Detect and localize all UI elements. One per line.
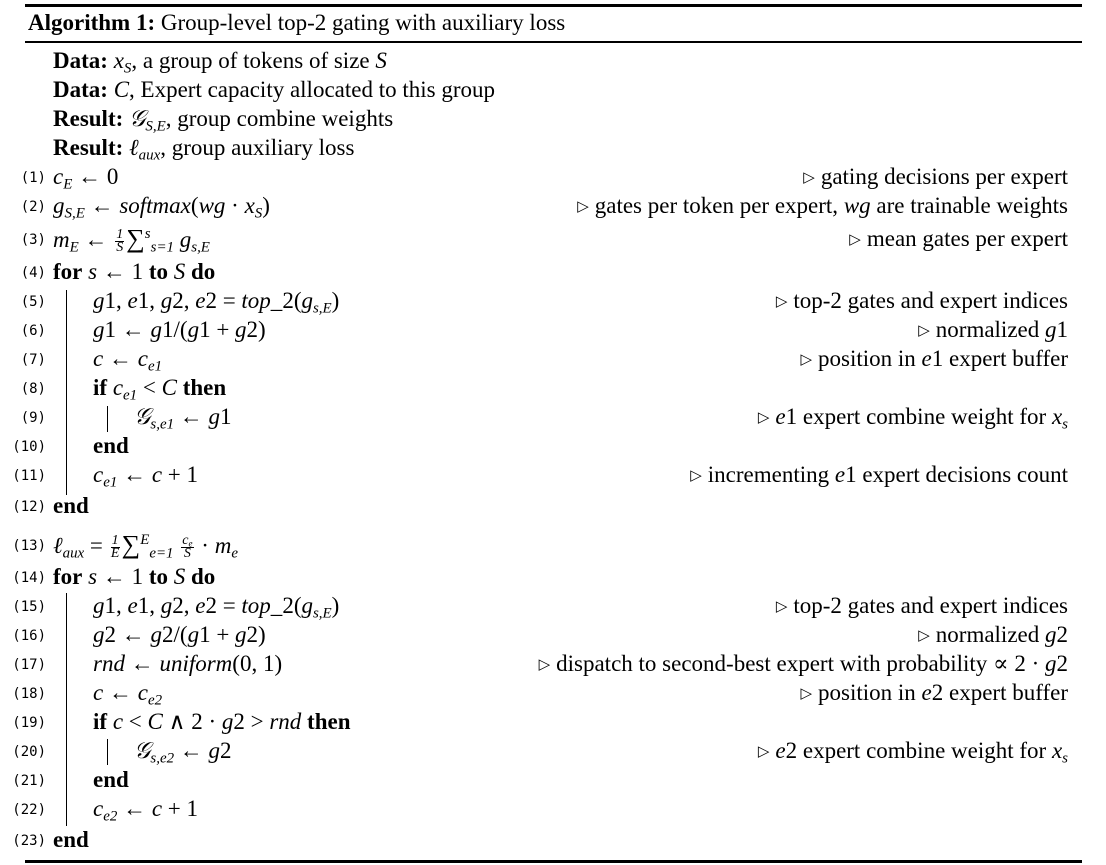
line-code: end — [93, 767, 129, 792]
io-kind: Result: — [53, 135, 124, 160]
io-kind: Data: — [53, 77, 108, 102]
line-comment: ▷ normalized g1 — [918, 317, 1068, 342]
line-number: (21) — [12, 773, 46, 789]
line-comment: ▷ e2 expert combine weight for $x_s$ — [757, 738, 1068, 767]
algorithm-line — [0, 794, 1070, 823]
line-comment: ▷ dispatch to second-best expert with probability ∝ 2 · g2 — [538, 651, 1068, 676]
line-number: (1) — [20, 170, 46, 186]
line-code: c ← $c_{e1}$ — [93, 346, 163, 375]
math-symbol: 𝒢$_{S,E}$ — [129, 106, 166, 135]
algorithm-line — [0, 491, 1070, 520]
algorithm-line — [0, 649, 1070, 678]
line-code: if $c_{e1} < C$ then — [93, 375, 227, 404]
io-desc: , group auxiliary loss — [160, 135, 355, 160]
algorithm-line — [0, 402, 1070, 431]
comment-triangle-icon: ▷ — [577, 199, 589, 215]
comment-triangle-icon: ▷ — [775, 599, 788, 615]
algorithm-line — [0, 224, 1070, 256]
bottom-rule — [25, 860, 1082, 863]
line-code: g2 ← g2/(g1 + g2) — [93, 622, 266, 647]
line-code: $c_{e1}$ ← c + 1 — [93, 462, 199, 491]
line-number: (17) — [12, 657, 46, 673]
io-desc: , group combine weights — [165, 106, 394, 131]
data-input-capacity — [53, 76, 495, 104]
algorithm-line — [0, 257, 1070, 286]
algorithm-line — [0, 620, 1070, 649]
line-code: g1, e1, g2, $e2 = top\_2(g_{s,E})$ — [93, 288, 340, 317]
line-number: (11) — [12, 468, 46, 484]
result-aux-loss — [53, 134, 354, 162]
algorithm-line — [0, 530, 1070, 562]
line-number: (8) — [20, 381, 46, 397]
data-input-xs — [53, 47, 387, 75]
line-code: for s ← 1 to S do — [53, 564, 216, 589]
line-number: (9) — [20, 410, 46, 426]
line-comment: ▷ gates per token per expert, wg are trainable weights — [577, 193, 1068, 218]
line-comment: ▷ top-2 gates and expert indices — [775, 593, 1068, 618]
comment-triangle-icon: ▷ — [849, 232, 861, 248]
comment-triangle-icon: ▷ — [538, 657, 551, 673]
top-rule — [25, 4, 1082, 7]
title-rule — [25, 41, 1082, 43]
line-code: c ← $c_{e2}$ — [93, 680, 163, 709]
line-code: $c_{e2}$ ← c + 1 — [93, 796, 199, 825]
algorithm-title-text: Group-level top-2 gating with auxiliary loss — [160, 10, 566, 35]
line-number: (2) — [20, 199, 46, 215]
line-code: $m_E$ ← $\frac{1}{S}$ ∑$^s_{s=1}$ $g_{s,E}$ — [53, 224, 210, 256]
line-number: (4) — [20, 265, 46, 281]
line-code: 𝒢$_{s,e1}$ ← g1 — [134, 404, 232, 433]
line-comment: ▷ mean gates per expert — [849, 226, 1068, 251]
math-symbol: C — [113, 77, 130, 102]
line-number: (14) — [12, 570, 46, 586]
line-code: for s ← 1 to S do — [53, 259, 216, 284]
line-number: (12) — [12, 499, 46, 515]
line-code: 𝒢$_{s,e2}$ ← g2 — [134, 738, 232, 767]
line-number: (7) — [20, 352, 46, 368]
line-number: (16) — [12, 628, 46, 644]
result-combine-weights — [53, 105, 393, 133]
algorithm-line — [0, 286, 1070, 315]
algorithm-label: Algorithm 1: — [28, 10, 156, 35]
io-desc: , Expert capacity allocated to this group — [129, 77, 495, 102]
algorithm-line — [0, 825, 1070, 854]
comment-triangle-icon: ▷ — [800, 686, 813, 702]
algorithm-line — [0, 707, 1070, 736]
line-code: if c < C ∧ 2 · g2 > rnd then — [93, 709, 351, 734]
algorithm-line — [0, 736, 1070, 765]
line-code: $g_{S,E}$ ← softmax(wg · $x_S$) — [53, 193, 270, 222]
line-number: (22) — [12, 802, 46, 818]
algorithm-title — [28, 8, 565, 38]
line-code: rnd ← uniform(0, 1) — [93, 651, 283, 676]
algorithm-line — [0, 678, 1070, 707]
line-number: (18) — [12, 686, 46, 702]
line-comment: ▷ top-2 gates and expert indices — [775, 288, 1068, 313]
algorithm-line — [0, 344, 1070, 373]
line-number: (15) — [12, 599, 46, 615]
algorithm-line — [0, 460, 1070, 489]
line-number: (20) — [12, 744, 46, 760]
math-symbol: ℓ$_{aux}$ — [129, 135, 161, 164]
comment-triangle-icon: ▷ — [800, 352, 813, 368]
line-number: (5) — [20, 294, 46, 310]
line-code: ℓ$_{aux}$ = $\frac{1}{E}$ ∑$^E_{e=1}$ $\frac{c_e}{S}$ · $m_e$ — [53, 530, 238, 562]
comment-triangle-icon: ▷ — [803, 170, 815, 186]
line-code: end — [53, 827, 89, 852]
comment-triangle-icon: ▷ — [757, 410, 770, 426]
line-comment: ▷ incrementing e1 expert decisions count — [690, 462, 1068, 487]
algorithm-line — [0, 591, 1070, 620]
io-desc: , a group of tokens of size S — [131, 48, 387, 73]
line-number: (19) — [12, 715, 46, 731]
line-comment: ▷ position in e1 expert buffer — [800, 346, 1068, 371]
math-symbol: $x_S$ — [113, 48, 132, 77]
line-comment: ▷ position in e2 expert buffer — [800, 680, 1068, 705]
line-comment: ▷ normalized g2 — [918, 622, 1068, 647]
algorithm-line — [0, 191, 1070, 220]
line-code: end — [53, 493, 89, 518]
comment-triangle-icon: ▷ — [918, 628, 930, 644]
line-number: (3) — [20, 232, 46, 248]
line-code: end — [93, 433, 129, 458]
line-code: g1 ← g1/(g1 + g2) — [93, 317, 266, 342]
algorithm-line — [0, 431, 1070, 460]
algorithm-line — [0, 315, 1070, 344]
line-comment: ▷ e1 expert combine weight for $x_s$ — [757, 404, 1068, 433]
comment-triangle-icon: ▷ — [775, 294, 788, 310]
comment-triangle-icon: ▷ — [690, 468, 702, 484]
algorithm-line — [0, 373, 1070, 402]
line-number: (6) — [20, 323, 46, 339]
line-code: g1, e1, g2, $e2 = top\_2(g_{s,E})$ — [93, 593, 340, 622]
comment-triangle-icon: ▷ — [757, 744, 770, 760]
line-comment: ▷ gating decisions per expert — [803, 164, 1068, 189]
algorithm-line — [0, 562, 1070, 591]
io-kind: Data: — [53, 48, 108, 73]
algorithm-line — [0, 765, 1070, 794]
io-kind: Result: — [53, 106, 124, 131]
comment-triangle-icon: ▷ — [918, 323, 930, 339]
line-number: (23) — [12, 833, 46, 849]
line-code: $c_E$ ← 0 — [53, 164, 119, 193]
line-number: (13) — [12, 538, 46, 554]
line-number: (10) — [12, 439, 46, 455]
algorithm-line — [0, 162, 1070, 191]
